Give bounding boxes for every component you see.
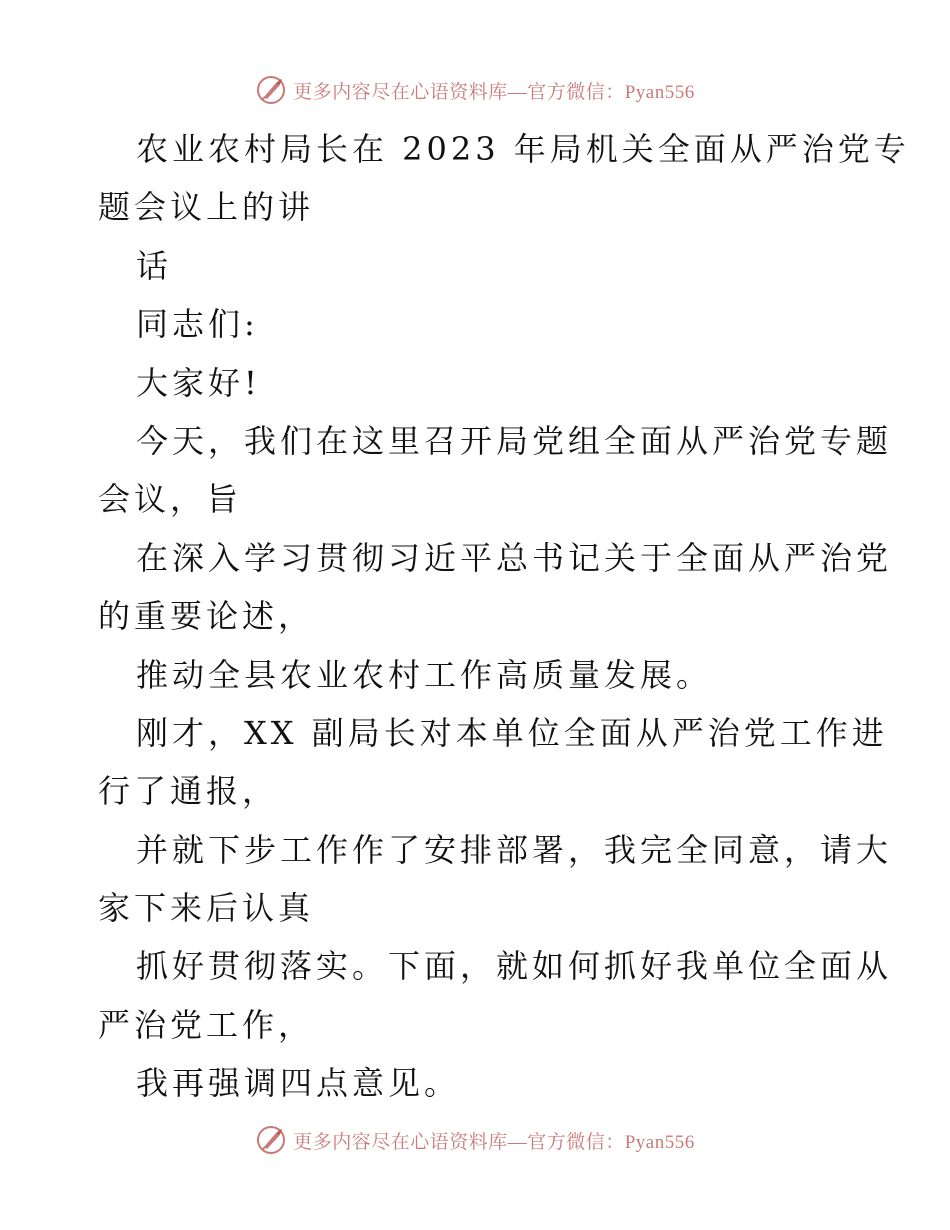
text-line: 行了通报， [98, 772, 279, 811]
quill-pen-logo-icon [255, 74, 287, 106]
text-line: 严治党工作， [98, 1005, 315, 1044]
text-line: 我再强调四点意见。 [136, 1064, 461, 1103]
text-line: 题会议上的讲 [98, 188, 315, 227]
text-line: 同志们: [136, 305, 259, 344]
text-line: 在深入学习贯彻习近平总书记关于全面从严治党 [136, 538, 893, 577]
text-line: 农业农村局长在 2023 年局机关全面从严治党专 [136, 130, 910, 168]
text-line: 家下来后认真 [98, 889, 315, 928]
watermark-text: 更多内容尽在心语资料库—官方微信：Pyan556 [293, 1131, 695, 1153]
text-line: 今天，我们在这里召开局党组全面从严治党专题 [136, 421, 893, 460]
watermark-text: 更多内容尽在心语资料库—官方微信：Pyan556 [293, 81, 695, 103]
header-watermark [0, 70, 950, 110]
text-line: 的重要论述， [98, 597, 315, 636]
text-line: 抓好贯彻落实。下面，就如何抓好我单位全面从 [136, 947, 893, 986]
quill-pen-logo-icon [255, 1124, 287, 1156]
footer-watermark [0, 1120, 950, 1160]
text-line: 话 [136, 246, 173, 285]
text-line: 会议，旨 [98, 480, 243, 519]
text-line: 刚才，XX 副局长对本单位全面从严治党工作进 [136, 713, 888, 752]
document-body [98, 120, 910, 1113]
text-line: 推动全县农业农村工作高质量发展。 [136, 655, 713, 694]
text-line: 并就下步工作作了安排部署，我完全同意，请大 [136, 830, 893, 869]
text-line: 大家好! [136, 363, 261, 402]
